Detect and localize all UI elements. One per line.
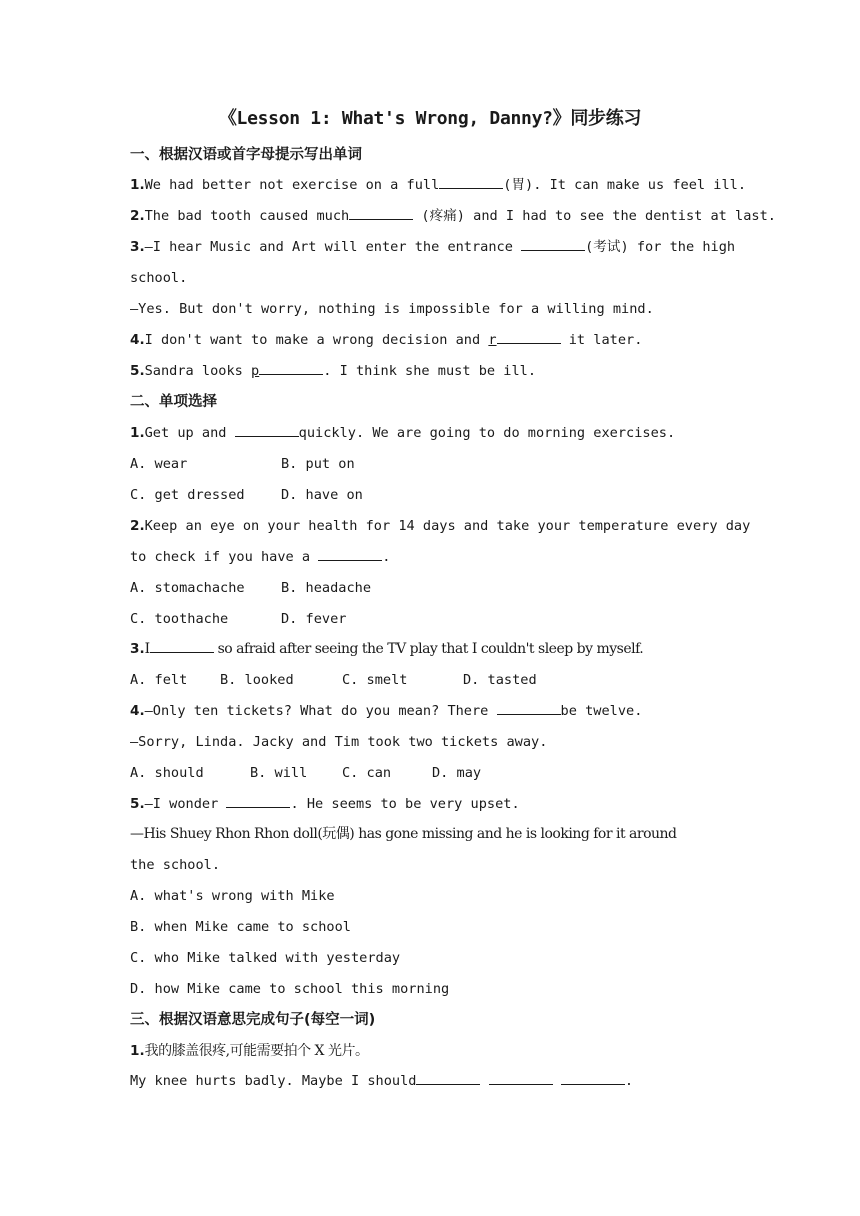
s2-question-4: [130, 701, 740, 721]
s2-question-2: [130, 516, 751, 536]
question-text: I don't want to make a wrong decision and: [144, 332, 489, 348]
answer-blank[interactable]: [226, 795, 290, 808]
question-text: My knee hurts badly. Maybe I should: [130, 1073, 417, 1089]
question-text: (疼痛) and I had to see the dentist at last.: [413, 208, 776, 224]
option-b[interactable]: B. will: [250, 765, 308, 781]
answer-blank[interactable]: [489, 1072, 553, 1085]
question-number: 4.: [130, 332, 145, 348]
question-number: 1.: [130, 177, 145, 193]
question-number: 3.: [130, 239, 145, 255]
question-text: —I wonder: [144, 796, 227, 812]
option-a[interactable]: A. should: [130, 765, 204, 781]
s3-question-1-en: [130, 1071, 740, 1091]
option-c[interactable]: C. get dressed: [130, 487, 245, 503]
question-number: 5.: [130, 796, 145, 812]
question-number: 5.: [130, 363, 145, 379]
answer-blank[interactable]: [259, 362, 323, 375]
option-d[interactable]: D. have on: [281, 487, 363, 503]
s1-question-3-reply: —Yes. But don't worry, nothing is impossible for a willing mind.: [130, 301, 654, 317]
option-a[interactable]: A. stomachache: [130, 580, 245, 596]
question-text: —I hear Music and Art will enter the entrance: [144, 239, 522, 255]
option-a[interactable]: A. felt: [130, 672, 188, 688]
answer-blank[interactable]: [318, 548, 382, 561]
question-text: (胃). It can make us feel ill.: [503, 177, 747, 193]
s1-question-4: [130, 330, 740, 350]
question-text: (考试) for the high: [585, 239, 736, 255]
question-text: quickly. We are going to do morning exercises.: [298, 425, 676, 441]
question-text: so afraid after seeing the TV play that I couldn't sleep by myself.: [213, 641, 644, 657]
question-text: 我的膝盖很疼,可能需要拍个 X 光片。: [144, 1043, 369, 1059]
answer-blank[interactable]: [150, 640, 214, 653]
option-d[interactable]: D. tasted: [463, 672, 537, 688]
option-c[interactable]: C. smelt: [342, 672, 408, 688]
s1-question-3-cont: school.: [130, 270, 188, 286]
s2-question-5-reply-cont: the school.: [130, 857, 221, 873]
option-b[interactable]: B. put on: [281, 456, 355, 472]
s2-question-5-reply: —His Shuey Rhon Rhon doll(玩偶) has gone missing and he is looking for it around: [130, 826, 677, 842]
question-text: We had better not exercise on a full: [144, 177, 440, 193]
question-text: . I think she must be ill.: [323, 363, 537, 379]
question-number: 3.: [130, 641, 145, 657]
option-b[interactable]: B. headache: [281, 580, 372, 596]
option-a[interactable]: A. wear: [130, 456, 188, 472]
question-text: it later.: [560, 332, 643, 348]
question-text: —Only ten tickets? What do you mean? There: [144, 703, 497, 719]
answer-blank[interactable]: [235, 424, 299, 437]
answer-blank[interactable]: [349, 207, 413, 220]
answer-blank[interactable]: [497, 702, 561, 715]
option-d[interactable]: D. how Mike came to school this morning: [130, 981, 450, 997]
s1-question-2: [130, 206, 776, 226]
hint-letter: r: [488, 332, 497, 348]
section-heading-1: 一、根据汉语或首字母提示写出单词: [130, 147, 362, 163]
s2-question-4-reply: —Sorry, Linda. Jacky and Tim took two tickets away.: [130, 734, 548, 750]
s1-question-5: [130, 361, 740, 381]
s2-question-3: [130, 639, 740, 659]
question-number: 4.: [130, 703, 145, 719]
question-text: . He seems to be very upset.: [290, 796, 520, 812]
option-d[interactable]: D. may: [432, 765, 482, 781]
question-text: The bad tooth caused much: [144, 208, 350, 224]
question-number: 1.: [130, 1043, 145, 1059]
option-c[interactable]: C. toothache: [130, 611, 229, 627]
question-text: be twelve.: [560, 703, 643, 719]
question-number: 2.: [130, 518, 145, 534]
question-number: 1.: [130, 425, 145, 441]
sentence-end: .: [624, 1073, 634, 1089]
answer-blank[interactable]: [561, 1072, 625, 1085]
s2-question-1: [130, 423, 740, 443]
question-text: I: [144, 641, 150, 657]
option-b[interactable]: B. when Mike came to school: [130, 919, 351, 935]
s2-question-2-cont: [130, 547, 740, 567]
question-text: Sandra looks: [144, 363, 252, 379]
option-d[interactable]: D. fever: [281, 611, 347, 627]
option-c[interactable]: C. who Mike talked with yesterday: [130, 950, 401, 966]
question-text: to check if you have a: [130, 549, 319, 565]
option-a[interactable]: A. what's wrong with Mike: [130, 888, 335, 904]
s2-question-5: [130, 794, 740, 814]
s1-question-3: [130, 237, 740, 257]
question-text: Get up and: [144, 425, 235, 441]
section-heading-2: 二、单项选择: [130, 394, 217, 410]
s3-question-1-cn: [130, 1041, 740, 1061]
hint-letter: p: [251, 363, 260, 379]
question-text: .: [382, 549, 391, 565]
answer-blank[interactable]: [439, 176, 503, 189]
option-b[interactable]: B. looked: [220, 672, 294, 688]
question-text: Keep an eye on your health for 14 days and take your temperature every day: [144, 518, 751, 534]
option-c[interactable]: C. can: [342, 765, 392, 781]
page-title: 《Lesson 1: What's Wrong, Danny?》同步练习: [218, 108, 642, 129]
s1-question-1: [130, 175, 747, 195]
answer-blank[interactable]: [497, 331, 561, 344]
answer-blank[interactable]: [521, 238, 585, 251]
section-heading-3: 三、根据汉语意思完成句子(每空一词): [130, 1012, 376, 1028]
question-number: 2.: [130, 208, 145, 224]
answer-blank[interactable]: [416, 1072, 480, 1085]
